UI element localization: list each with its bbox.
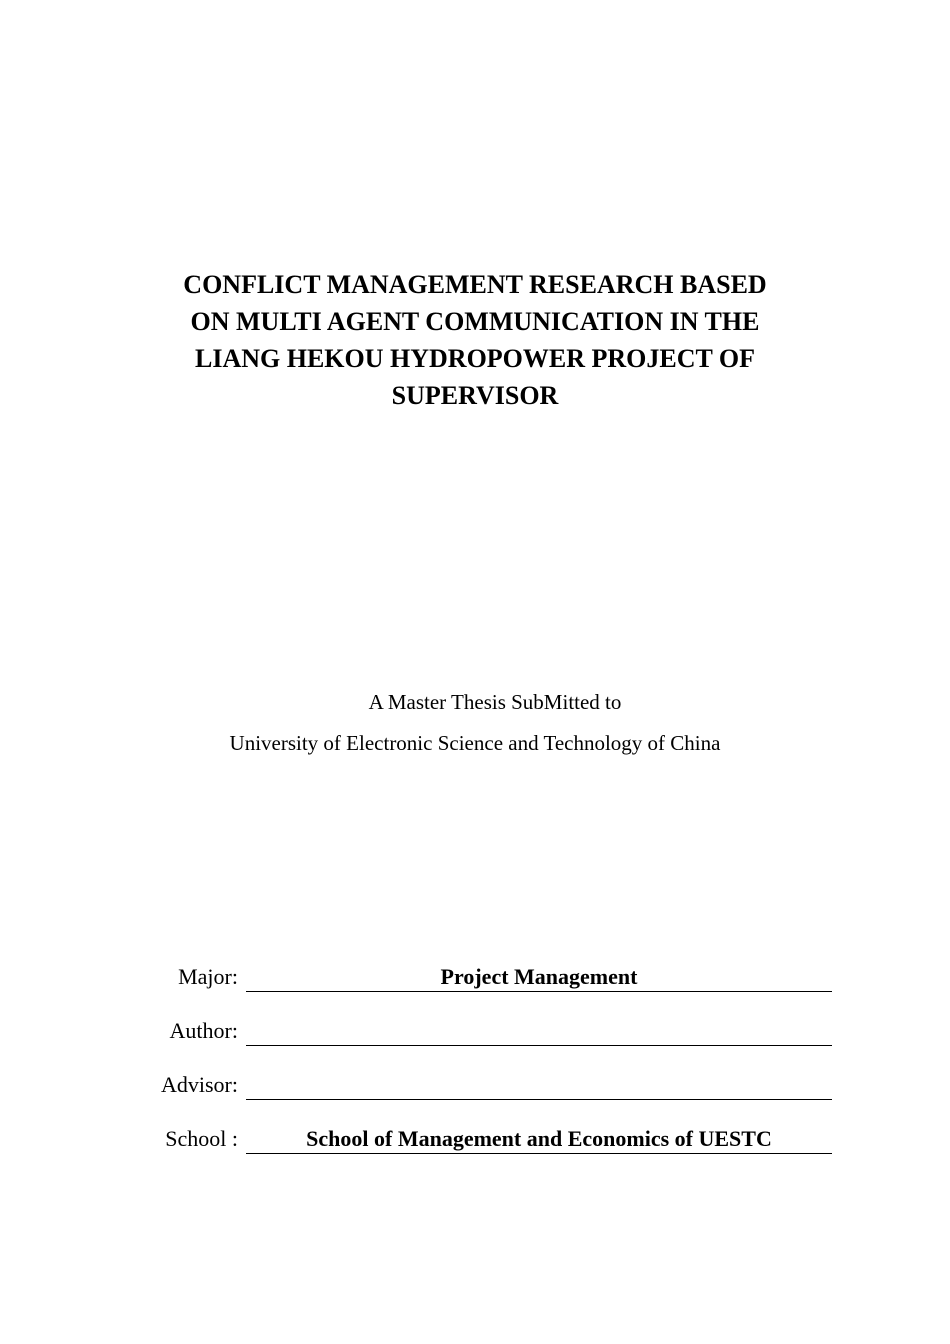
advisor-field [100, 1070, 832, 1100]
author-label: Author: [169, 1018, 238, 1043]
school-field [100, 1124, 832, 1154]
advisor-underline [246, 1069, 832, 1100]
school-underline [246, 1123, 832, 1154]
major-field [100, 962, 832, 992]
title-line-3: LIANG HEKOU HYDROPOWER PROJECT OF [194, 344, 755, 373]
author-underline [246, 1015, 832, 1046]
thesis-title [130, 266, 820, 414]
title-line-4: SUPERVISOR [391, 381, 559, 410]
major-label: Major: [178, 964, 238, 989]
title-line-1: CONFLICT MANAGEMENT RESEARCH BASED [183, 270, 767, 299]
school-label: School : [165, 1126, 238, 1151]
university-name: University of Electronic Science and Technology of China [229, 731, 721, 755]
major-value: Project Management [440, 964, 638, 989]
submission-statement: A Master Thesis SubMitted to [368, 690, 622, 714]
major-underline [246, 961, 832, 992]
author-field [100, 1016, 832, 1046]
title-line-2: ON MULTI AGENT COMMUNICATION IN THE [190, 307, 760, 336]
school-value: School of Management and Economics of UESTC [306, 1126, 772, 1151]
advisor-label: Advisor: [161, 1072, 238, 1097]
